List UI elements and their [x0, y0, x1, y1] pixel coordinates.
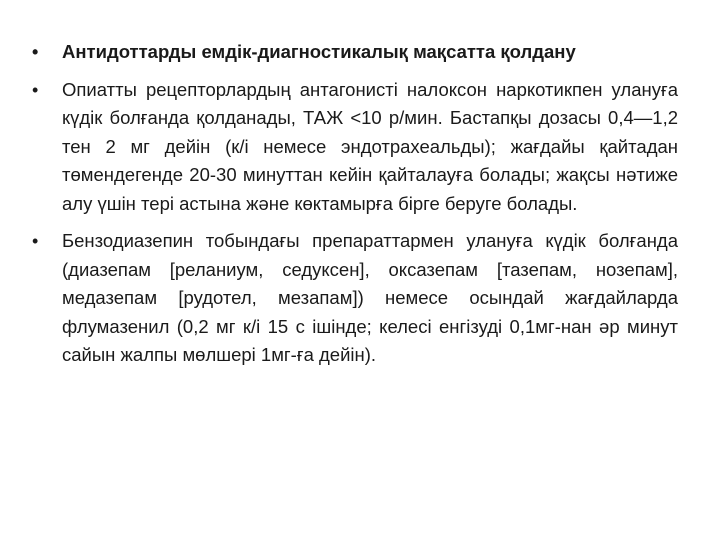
bullet-item-heading	[32, 38, 678, 67]
bullet-marker: •	[32, 42, 39, 62]
bullet-text: Бензодиазепин тобындағы препараттармен улануға күдік болғанда (диазепам [реланиум, седуксен], оксазепам [тазепам, нозепам], медазепам [рудотел, мезапам]) немесе осындай жағдайларда флумазенил (0,2 мг к/і 15 с ішінде; келесі енгізуді 0,1мг-нан әр минут сайын жалпы мөлшері 1мг-ға дейін).	[62, 230, 678, 365]
bullet-text: Антидоттарды емдік-диагностикалық мақсатта қолдану	[62, 41, 576, 62]
bullet-text: Опиатты рецепторлардың антагонисті налоксон наркотикпен улануға күдік болғанда қолданады, ТАЖ <10 р/мин. Бастапқы дозасы 0,4—1,2 тен 2 мг дейін (к/і немесе эндотрахеальды); жағдайы қайтадан төмендегенде 20-30 минуттан кейін қайталауға болады; жақсы нәтиже алу үшін тері астына және көктамырға бірге беруге болады.	[62, 78, 678, 214]
bullet-item-naloxone	[32, 76, 678, 219]
bullet-marker: •	[32, 231, 39, 251]
bullet-list	[32, 38, 678, 370]
bullet-marker: •	[32, 79, 39, 100]
bullet-item-flumazenil	[32, 227, 678, 370]
